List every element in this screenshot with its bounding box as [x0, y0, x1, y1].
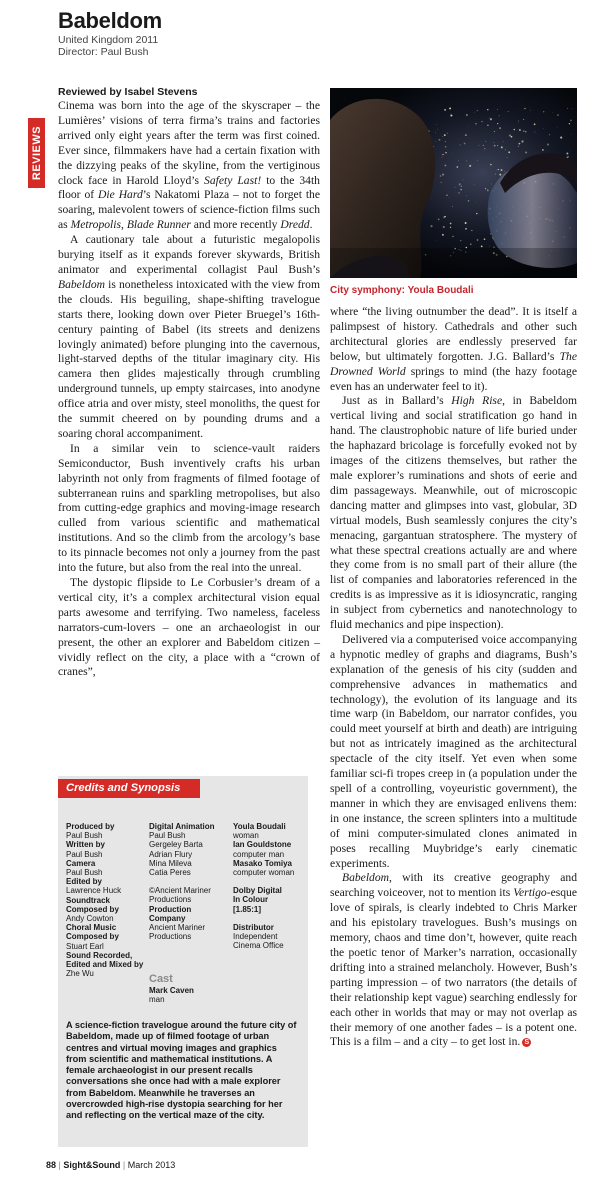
page-number: 88: [46, 1160, 57, 1170]
city-light: [469, 165, 471, 167]
city-light: [491, 184, 492, 185]
city-light: [570, 119, 572, 121]
city-light: [448, 197, 449, 198]
review-paragraph: Babeldom, with its creative geography and searching voiceover, not to mention its Vertigo-esque love of spirals, is clearly indebted to Chris Marker and his epistolary travelogues. Bush’s musings on memory, chaos and time don’t, however, quite reach the poetic tenor of Marker’s narration, occasionally drifting into a strained melancholy. However, Bush’s parting impression – of two narrators (the details of their relationship kept vague) searching endlessly for each other in worlds that may or may not overlap as their memory of one another fades – is a potent one. This is a film – and a city – to get lost in. S: [330, 871, 577, 1049]
city-light: [485, 188, 486, 189]
credit-role: Youla Boudali: [233, 822, 286, 831]
city-light: [435, 132, 436, 133]
city-light: [513, 129, 515, 131]
city-light: [464, 143, 466, 145]
credit-role: Sound Recorded,: [66, 950, 133, 960]
city-light: [452, 236, 453, 237]
credits-column-3: [233, 822, 294, 950]
film-still-image: [330, 88, 577, 278]
city-light: [442, 157, 443, 158]
credit-name: Ancient Mariner: [149, 923, 206, 933]
city-light: [479, 145, 480, 146]
credit-role: Production: [149, 904, 192, 914]
city-light: [499, 174, 501, 176]
city-light: [450, 223, 452, 225]
credit-role: Produced by: [66, 822, 115, 831]
city-light: [494, 131, 495, 132]
city-light: [445, 152, 447, 154]
city-light: [547, 143, 549, 145]
review-paragraph: Just as in Ballard’s High Rise, in Babeldom vertical living and social stratification go hand in hand. The claustrophobic nature of life buried under the haphazard bricolage is forcefully evoked not by images of the citizens themselves, but rather the male explorer’s ruminations and shots of eerie and dim passageways. Meanwhile, out of microscopic dancing matter and glimpses into vast, globular, 3D virtual models, Bush seamlessly conjures the city’s menacing, gargantuan stratosphere. The mystery of what these spectral creations actually are and where they come from is no small part of their allure (the list of companies and laboratories referenced in the credits is as impressive as it is idiosyncratic, ranging in subject from cybernetics and nanotechnology to fluid mechanics and pipe inspection).: [330, 394, 578, 632]
credit-name: Catia Peres: [149, 868, 191, 878]
city-light: [494, 145, 496, 147]
city-light: [441, 182, 442, 183]
city-light: [460, 189, 462, 191]
credit-role: In Colour: [233, 895, 269, 905]
city-light: [490, 164, 491, 165]
film-title: Babeldom: [58, 8, 162, 33]
photo-caption: City symphony: Youla Boudali: [330, 285, 474, 296]
credit-role: Mark Caven: [149, 986, 194, 995]
city-light: [466, 195, 467, 196]
footer-separator-2: |: [122, 1160, 126, 1170]
city-light: [489, 118, 490, 119]
credit-name: Mina Mileva: [149, 858, 192, 868]
city-light: [489, 246, 490, 247]
city-light: [497, 123, 498, 124]
city-light: [462, 221, 463, 222]
city-light: [557, 127, 558, 128]
city-light: [534, 123, 536, 125]
city-light: [503, 141, 504, 142]
city-light: [445, 141, 446, 142]
credit-name: Lawrence Huck: [66, 886, 122, 896]
city-light: [442, 234, 444, 236]
city-light: [461, 186, 462, 187]
city-light: [468, 200, 469, 201]
city-light: [481, 121, 482, 122]
city-light: [557, 114, 559, 116]
city-light: [442, 174, 444, 176]
city-light: [543, 128, 544, 129]
city-light: [460, 144, 461, 145]
credit-name: Paul Bush: [66, 831, 103, 841]
city-light: [438, 219, 440, 221]
credit-name: Productions: [149, 932, 192, 942]
section-tab-label: REVIEWS: [30, 125, 43, 181]
city-light: [444, 216, 445, 217]
credit-name: Paul Bush: [66, 868, 103, 878]
city-light: [505, 149, 506, 150]
city-light: [560, 137, 562, 139]
city-light: [477, 202, 478, 203]
credit-name: Independent: [233, 932, 278, 942]
city-light: [542, 149, 544, 151]
city-light: [477, 239, 479, 241]
credit-name: ©Ancient Mariner: [149, 886, 211, 896]
magazine-name: Sight&Sound: [63, 1160, 121, 1170]
credit-role: Composed by: [66, 904, 119, 914]
city-light: [524, 108, 525, 109]
city-light: [444, 109, 446, 111]
reviewer-byline: Reviewed by Isabel Stevens: [58, 86, 198, 98]
city-light: [462, 180, 463, 181]
city-light: [543, 111, 544, 112]
city-light: [572, 109, 573, 110]
city-light: [474, 184, 475, 185]
city-light: [435, 141, 436, 142]
credit-role: Dolby Digital: [233, 886, 282, 896]
credit-role: Company: [149, 913, 186, 923]
city-light: [444, 134, 446, 136]
credit-role: Camera: [66, 858, 96, 868]
review-column-left: [58, 99, 320, 680]
credit-name: man: [149, 995, 165, 1005]
credits-title: Credits and Synopsis: [66, 782, 181, 794]
city-light: [499, 127, 501, 129]
city-light: [499, 115, 500, 116]
city-light: [523, 130, 525, 132]
synopsis: A science-fiction travelogue around the future city of Babeldom, made up of filmed footage of urban centres and virtual moving images and graphics from scientific and mathematical institutions. A female archaeologist in our present recalls conversations she once had with a male explorer from Babeldom. Meanwhile he traverses an overcrowded high-rise dystopia searching for her and reflecting on the vertical maze of the city.: [66, 1020, 297, 1121]
credit-role: Masako Tomiya: [233, 858, 292, 868]
city-light: [508, 151, 510, 153]
city-light: [478, 160, 479, 161]
credits-spacer: [233, 914, 294, 923]
city-light: [450, 114, 452, 116]
city-light: [449, 107, 451, 109]
credit-name: Andy Cowton: [66, 914, 114, 924]
city-light: [456, 166, 458, 168]
credits-spacer: [233, 877, 294, 886]
credit-name: computer man: [233, 849, 285, 859]
city-light: [442, 136, 443, 137]
city-light: [487, 189, 488, 190]
city-light: [444, 165, 446, 167]
city-light: [519, 129, 521, 131]
city-light: [511, 136, 513, 138]
section-tab: [28, 118, 45, 188]
credit-role: Digital Animation: [149, 822, 215, 831]
credit-role: Edited and Mixed by: [66, 960, 144, 970]
city-light: [458, 192, 460, 194]
city-light: [469, 126, 470, 127]
city-light: [459, 183, 461, 185]
city-light: [452, 206, 453, 207]
city-light: [518, 120, 519, 121]
city-light: [465, 222, 467, 224]
credit-name: Productions: [149, 895, 192, 905]
credit-name: Paul Bush: [149, 831, 186, 841]
city-light: [477, 110, 478, 111]
credit-role: Written by: [66, 840, 105, 850]
city-light: [571, 134, 572, 135]
credit-name: Zhe Wu: [66, 969, 94, 979]
city-light: [504, 171, 505, 172]
credits-column-2: [149, 822, 214, 941]
review-paragraph: In a similar vein to science-vault raiders Semiconductor, Bush inventively crafts his urban labyrinth not only from fragments of filmed footage of subterranean ruins and sparkling metropolises, but also from cutting-edge graphics and moving-image research culled from various scientific and mathematical institutions. And so the climb from the arcology’s base to its pinnacle becomes not only a journey from the past into the future, but also from the real into the unreal.: [58, 441, 320, 575]
city-light: [495, 174, 496, 175]
city-light: [460, 240, 461, 241]
footer-separator: |: [58, 1160, 61, 1170]
city-light: [446, 195, 447, 196]
review-column-right: [330, 305, 577, 1050]
page-footer: [46, 1160, 175, 1170]
city-light: [501, 169, 503, 171]
end-mark-icon: S: [522, 1038, 531, 1047]
city-light: [465, 228, 467, 230]
city-light: [525, 131, 526, 132]
city-light: [490, 118, 492, 120]
city-light: [521, 140, 523, 142]
credit-name: Stuart Earl: [66, 941, 104, 951]
credit-role: Ian Gouldstone: [233, 840, 292, 850]
review-paragraph: The dystopic flipside to Le Corbusier’s dream of a vertical city, it’s a complex architectural vision equal parts awesome and terrifying. Two nameless, faceless narrators-cum-lovers – one an archaeologist in our present, the other an explorer and Babeldom citizen – vividly reflect on the city, a place with a “crown of cranes”,: [58, 576, 320, 679]
credit-name: Gergeley Barta: [149, 840, 203, 850]
city-light: [507, 157, 508, 158]
city-light: [498, 169, 499, 170]
city-light: [518, 123, 519, 124]
city-light: [445, 146, 447, 148]
city-light: [450, 227, 451, 228]
cast-heading: Cast: [149, 973, 173, 985]
city-light: [484, 238, 486, 240]
city-light: [466, 160, 467, 161]
city-light: [481, 246, 483, 248]
credit-role: Composed by: [66, 932, 119, 942]
city-light: [458, 160, 459, 161]
city-light: [569, 123, 570, 124]
issue-date: March 2013: [127, 1160, 176, 1170]
film-director: Director: Paul Bush: [58, 46, 149, 58]
city-light: [436, 124, 437, 125]
city-light: [487, 109, 488, 110]
city-light: [465, 134, 467, 136]
city-light: [455, 187, 456, 188]
credit-role: Soundtrack: [66, 895, 111, 905]
city-light: [518, 146, 519, 147]
credit-role: [1.85:1]: [233, 904, 262, 914]
review-paragraph: Cinema was born into the age of the skyscraper – the Lumières’ visions of terra firma’s trains and factories arrived only eight years after the term was first coined. Ever since, filmmakers have had a certain fixation with the dizzying peaks of the skyline, from the vertiginous clock face in Harold Lloyd’s Safety Last! to the 34th floor of Die Hard’s Nakatomi Plaza – not to forget the soaring, malevolent towers of science-fiction films such as Metropolis, Blade Runner and more recently Dredd.: [58, 99, 320, 232]
city-light: [447, 133, 448, 134]
city-light: [483, 145, 484, 146]
cast-list: [149, 986, 194, 1004]
city-light: [476, 213, 477, 214]
credit-name: Cinema Office: [233, 941, 284, 951]
city-light: [442, 154, 443, 155]
credit-name: woman: [233, 831, 259, 841]
review-paragraph: A cautionary tale about a futuristic megalopolis burying itself as it expands forever skywards, British animator and experimental collagist Paul Bush’s Babeldom is nonetheless intoxicated with the view from the clouds. His beguiling, shape-shifting travelogue starts there, looking down over Pieter Bruegel’s 16th-century painting of Babel (its streets and denizens lovingly animated) before plunging into the cavernous, light-starved depths of the titular imaginary city. His camera then glides majestically through crumbling underground tunnels, up empty staircases, into anodyne office atria and over misty, steel monoliths, the quest for the summit cheered on by pounding drums and a soaring choral accompaniment.: [58, 233, 320, 440]
city-light: [463, 179, 464, 180]
city-light: [487, 124, 488, 125]
credit-role: Distributor: [233, 922, 274, 932]
film-country-year: United Kingdom 2011: [58, 34, 159, 46]
city-light: [436, 240, 437, 241]
city-light: [566, 153, 568, 155]
city-light: [450, 113, 451, 114]
credit-name: Paul Bush: [66, 849, 103, 859]
city-light: [523, 119, 524, 120]
city-light: [571, 151, 572, 152]
city-light: [470, 243, 471, 244]
city-light: [493, 142, 494, 143]
city-light: [484, 148, 485, 149]
city-light: [471, 230, 472, 231]
city-light: [440, 175, 442, 177]
credits-spacer: [149, 877, 214, 886]
credit-name: computer woman: [233, 868, 295, 878]
credit-role: Edited by: [66, 877, 103, 887]
city-light: [443, 226, 445, 228]
city-light: [493, 246, 495, 248]
city-light: [525, 151, 527, 153]
film-still-photo: [330, 88, 577, 278]
city-light: [519, 143, 521, 145]
city-light: [535, 132, 536, 133]
city-light: [487, 190, 489, 192]
city-light: [466, 114, 468, 116]
city-light: [567, 108, 568, 109]
credit-role: Choral Music: [66, 923, 117, 933]
city-light: [475, 123, 477, 125]
city-light: [430, 225, 432, 227]
city-light: [437, 129, 438, 130]
credits-column-1: [66, 822, 143, 978]
city-light: [549, 134, 550, 135]
city-light: [497, 109, 498, 110]
city-light: [474, 112, 475, 113]
city-light: [439, 139, 441, 141]
city-light: [509, 135, 511, 137]
city-light: [497, 145, 498, 146]
city-light: [485, 141, 486, 142]
review-paragraph: where “the living outnumber the dead”. It is itself a palimpsest of history. Cathedrals and other such architectural glories are endlessly preserved far below, but ultimately forgotten. J.G. Ballard’s The Drowned World springs to mind (the hazy footage even has an underwater feel to it).: [330, 305, 577, 393]
city-light: [501, 146, 503, 148]
film-meta: [58, 34, 158, 58]
city-light: [508, 111, 509, 112]
credit-name: Adrian Flury: [149, 849, 193, 859]
review-paragraph: Delivered via a computerised voice accompanying a hypnotic medley of graphs and diagrams, Bush’s explanation of the genesis of his city (sudden and comprehensive advances in mathematics and technology), the evolution of its language and its time warp (in Babeldom, our narrator confides, you could meet yourself at birth and death) are intriguing but not as intricately imagined as the architectural spectacle of the city itself. Yet even when some familiar sci-fi tropes creep in (a population under the spell of a controlling, voyeuristic government), the manner in which they are envisaged enlivens them: in one instance, the screen splinters into a multitude of mini computer-simulated clones animated in poses recalling Muybridge’s early cinematic experiments.: [330, 632, 577, 870]
city-light: [530, 110, 531, 111]
